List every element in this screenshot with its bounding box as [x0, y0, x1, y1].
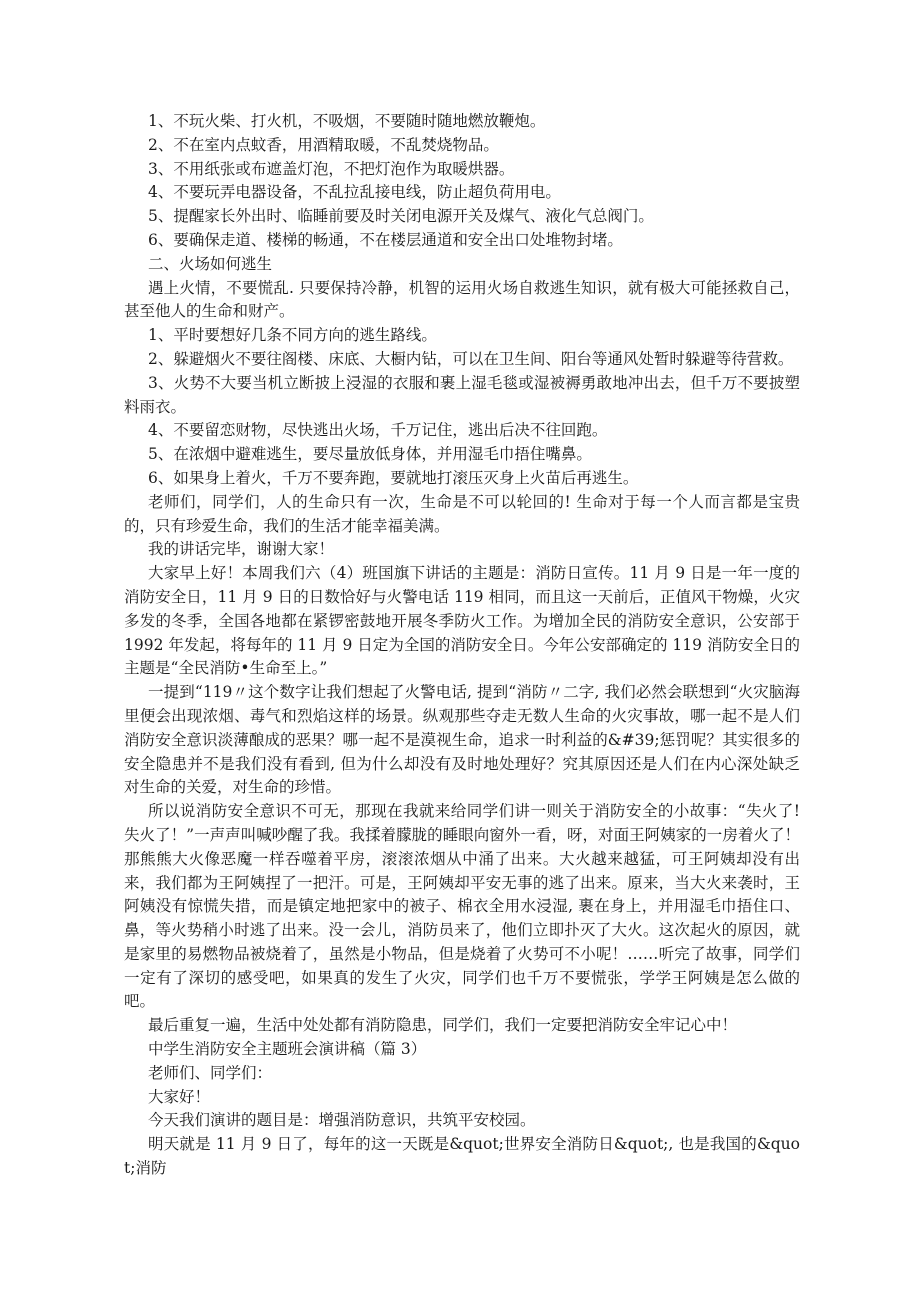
- speech-3-topic: 今天我们演讲的题目是：增强消防意识，共筑平安校园。: [148, 1111, 536, 1130]
- speech-3-body-start: 明天就是 11 月 9 日了，每年的这一天既是&quot;世界安全消防日&quot;, 也是我国的&quot;消防: [124, 1135, 800, 1178]
- escape-tip-1: 1、平时要想好几条不同方向的逃生路线。: [148, 326, 437, 345]
- speech-3-salutation: 老师们、同学们：: [148, 1063, 273, 1082]
- rule-1: 1、不玩火柴、打火机，不吸烟，不要随时随地燃放鞭炮。: [148, 112, 546, 130]
- rule-4: 4、不要玩弄电器设备，不乱拉乱接电线，防止超负荷用电。: [148, 183, 561, 202]
- rule-6: 6、要确保走道、楼梯的畅通，不在楼层通道和安全出口处堆物封堵。: [148, 230, 623, 249]
- speech-3-title: 中学生消防安全主题班会演讲稿（篇 3）: [148, 1040, 427, 1059]
- document-page: [124, 110, 800, 1181]
- speech-2-intro: 大家早上好！本周我们六（4）班国旗下讲话的主题是：消防日宣传。11 月 9 日是一年一度的消防安全日，11 月 9 日的日数恰好与火警电话 119 相同，而且这一天前后，正值风干物燥，火灾多发的冬季，全国各地都在紧锣密鼓地开展冬季防火工作。为增加全民的消防安全意识，公安部于 1992 年发起，将每年的 11 月 9 日定为全国的消防安全日。今年公安部确定的 119 消防安全日的主题是“全民消防•生命至上。”: [124, 564, 800, 678]
- closing-paragraph: 老师们，同学们，人的生命只有一次，生命是不可以轮回的! 生命对于每一个人而言都是宝贵的，只有珍爱生命，我们的生活才能幸福美满。: [124, 492, 800, 535]
- escape-tip-6: 6、如果身上着火，千万不要奔跑，要就地打滚压灭身上火苗后再逃生。: [148, 468, 639, 487]
- speech-2-body-1: 一提到“119〃这个数字让我们想起了火警电话, 提到“消防〃二字, 我们必然会联想到“火灾脑海里便会出现浓烟、毒气和烈焰这样的场景。纵观那些夺走无数人生命的火灾事故，哪一起不是人们消防安全意识淡薄酿成的恶果？哪一起不是漠视生命，追求一时利益的&#39;惩罚呢？其实很多的安全隐患并不是我们没有看到, 但为什么却没有及时地处理好？究其原因还是人们在内心深处缺乏对生命的关爱，对生命的珍惜。: [124, 683, 800, 797]
- speech-3-greeting: 大家好！: [148, 1087, 211, 1106]
- rule-3: 3、不用纸张或布遮盖灯泡，不把灯泡作为取暖烘器。: [148, 159, 515, 178]
- escape-tip-2: 2、躲避烟火不要往阁楼、床底、大橱内钻，可以在卫生间、阳台等通风处暂时躲避等待营救。: [148, 349, 794, 368]
- rule-2: 2、不在室内点蚊香，用酒精取暖，不乱焚烧物品。: [148, 135, 499, 154]
- section-heading-escape: 二、火场如何逃生: [148, 254, 273, 273]
- escape-intro-paragraph: 遇上火情，不要慌乱. 只要保持冷静，机智的运用火场自救逃生知识，就有极大可能拯救自己，甚至他人的生命和财产。: [124, 278, 800, 321]
- rule-5: 5、提醒家长外出时、临睡前要及时关闭电源开关及煤气、液化气总阀门。: [148, 207, 654, 226]
- thanks-line: 我的讲话完毕，谢谢大家！: [148, 540, 335, 559]
- escape-tip-4: 4、不要留恋财物，尽快逃出火场，千万记住，逃出后决不往回跑。: [148, 421, 608, 440]
- speech-2-story: 所以说消防安全意识不可无，那现在我就来给同学们讲一则关于消防安全的小故事：“失火了! 失火了！”一声声叫喊吵醒了我。我揉着朦胧的睡眼向窗外一看，呀，对面王阿姨家的一房着火了！那熊熊大火像恶魔一样吞噬着平房，滚滚浓烟从中涌了出来。大火越来越猛，可王阿姨却没有出来，我们都为王阿姨捏了一把汗。可是，王阿姨却平安无事的逃了出来。原来，当大火来袭时，王阿姨没有惊慌失措，而是镇定地把家中的被子、棉衣全用水浸湿, 裹在身上，并用湿毛巾捂住口、鼻，等火势稍小时逃了出来。没一会儿，消防员来了，他们立即扑灭了大火。这次起火的原因，就是家里的易燃物品被烧着了，虽然是小物品，但是烧着了火势可不小呢！……听完了故事，同学们一定有了深切的感受吧，如果真的发生了火灾，同学们也千万不要慌张，学学王阿姨是怎么做的吧。: [124, 802, 800, 1011]
- escape-tip-3: 3、火势不大要当机立断披上浸湿的衣服和裹上湿毛毯或湿被褥勇敢地冲出去，但千万不要披塑料雨衣。: [124, 373, 800, 416]
- escape-tip-5: 5、在浓烟中避难逃生，要尽量放低身体，并用湿毛巾捂住嘴鼻。: [148, 445, 592, 464]
- speech-2-closing: 最后重复一遍，生活中处处都有消防隐患，同学们，我们一定要把消防安全牢记心中！: [148, 1016, 738, 1035]
